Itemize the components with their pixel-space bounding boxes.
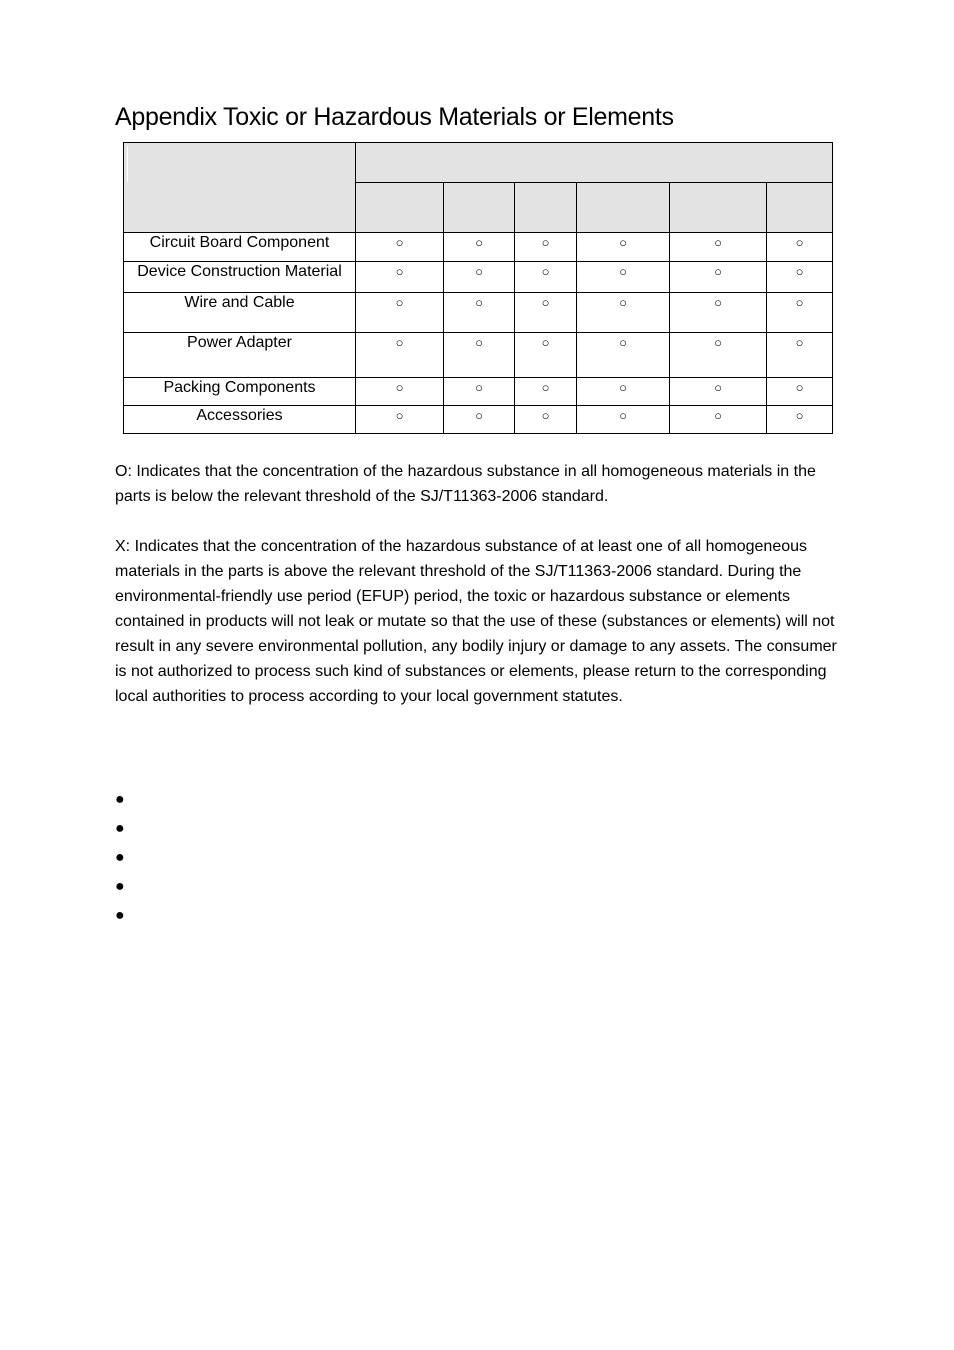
substance-header xyxy=(670,183,767,233)
x-symbol-note: X: Indicates that the concentration of the hazardous substance of at least one of all homogeneous materials in the parts is above the relevant threshold of the SJ/T11363-2006 standard. During the environmental-friendly use period (EFUP) period, the toxic or hazardous substance or elements contained in products will not leak or mutate so that the use of these (substances or elements) will not result in any severe environmental pollution, any bodily injury or damage to any assets. The consumer is not authorized to process such kind of substances or elements, please return to the corresponding local authorities to process according to your local government statutes. xyxy=(115,538,837,705)
substance-header xyxy=(767,183,833,233)
table-row xyxy=(124,233,833,262)
substance-mark-cell: ○ xyxy=(767,333,833,378)
list-item xyxy=(115,788,125,817)
substance-mark-cell: ○ xyxy=(767,378,833,406)
substance-mark-cell: ○ xyxy=(577,406,670,434)
substance-mark-cell: ○ xyxy=(577,262,670,293)
substance-header xyxy=(356,183,444,233)
substance-header xyxy=(515,183,577,233)
substance-mark-cell: ○ xyxy=(356,233,444,262)
substance-mark-cell: ○ xyxy=(670,406,767,434)
list-item xyxy=(115,904,125,933)
substance-mark-cell: ○ xyxy=(670,262,767,293)
part-name-cell: Circuit Board Component xyxy=(124,233,356,262)
substance-mark-cell: ○ xyxy=(515,262,577,293)
substance-header xyxy=(577,183,670,233)
table-row xyxy=(124,262,833,293)
list-item xyxy=(115,875,125,904)
substance-header xyxy=(444,183,515,233)
substance-mark-cell: ○ xyxy=(670,378,767,406)
substance-mark-cell: ○ xyxy=(515,406,577,434)
part-name-cell: Device Construction Material xyxy=(124,262,356,293)
substance-mark-cell: ○ xyxy=(444,378,515,406)
substance-mark-cell: ○ xyxy=(670,293,767,333)
substance-mark-cell: ○ xyxy=(444,233,515,262)
substance-mark-cell: ○ xyxy=(767,233,833,262)
substance-mark-cell: ○ xyxy=(356,406,444,434)
part-name-cell: Power Adapter xyxy=(124,333,356,378)
substance-mark-cell: ○ xyxy=(577,378,670,406)
substance-group-header xyxy=(356,143,833,183)
bullet-icon: ● xyxy=(115,791,125,808)
substance-mark-cell: ○ xyxy=(356,293,444,333)
o-symbol-note: O: Indicates that the concentration of the hazardous substance in all homogeneous materials in the parts is below the relevant threshold of the SJ/T11363-2006 standard. xyxy=(115,463,816,505)
table-row xyxy=(124,378,833,406)
legend-notes xyxy=(115,459,850,734)
list-item xyxy=(115,817,125,846)
substance-mark-cell: ○ xyxy=(577,333,670,378)
substance-mark-cell: ○ xyxy=(670,233,767,262)
substance-mark-cell: ○ xyxy=(356,262,444,293)
substance-mark-cell: ○ xyxy=(767,293,833,333)
table-row xyxy=(124,293,833,333)
list-item xyxy=(115,846,125,875)
substance-mark-cell: ○ xyxy=(767,262,833,293)
substance-mark-cell: ○ xyxy=(356,378,444,406)
substance-mark-cell: ○ xyxy=(515,378,577,406)
part-name-cell: Wire and Cable xyxy=(124,293,356,333)
table-row xyxy=(124,333,833,378)
substance-mark-cell: ○ xyxy=(444,293,515,333)
bullet-icon: ● xyxy=(115,849,125,866)
substance-mark-cell: ○ xyxy=(444,406,515,434)
bullet-icon: ● xyxy=(115,878,125,895)
hazardous-substances-table xyxy=(123,142,833,434)
substance-mark-cell: ○ xyxy=(577,233,670,262)
substance-mark-cell: ○ xyxy=(515,293,577,333)
substance-mark-cell: ○ xyxy=(515,333,577,378)
substance-mark-cell: ○ xyxy=(515,233,577,262)
part-name-cell: Packing Components xyxy=(124,378,356,406)
substance-mark-cell: ○ xyxy=(670,333,767,378)
substance-mark-cell: ○ xyxy=(444,262,515,293)
part-name-cell: Accessories xyxy=(124,406,356,434)
substance-mark-cell: ○ xyxy=(444,333,515,378)
bullet-icon: ● xyxy=(115,820,125,837)
substance-mark-cell: ○ xyxy=(356,333,444,378)
table-row xyxy=(124,406,833,434)
bullet-icon: ● xyxy=(115,907,125,924)
header-divider-mark xyxy=(127,146,128,182)
part-name-header xyxy=(124,143,356,233)
substance-mark-cell: ○ xyxy=(577,293,670,333)
bullet-list xyxy=(115,788,125,933)
substance-mark-cell: ○ xyxy=(767,406,833,434)
page-title: Appendix Toxic or Hazardous Materials or Elements xyxy=(115,103,674,131)
